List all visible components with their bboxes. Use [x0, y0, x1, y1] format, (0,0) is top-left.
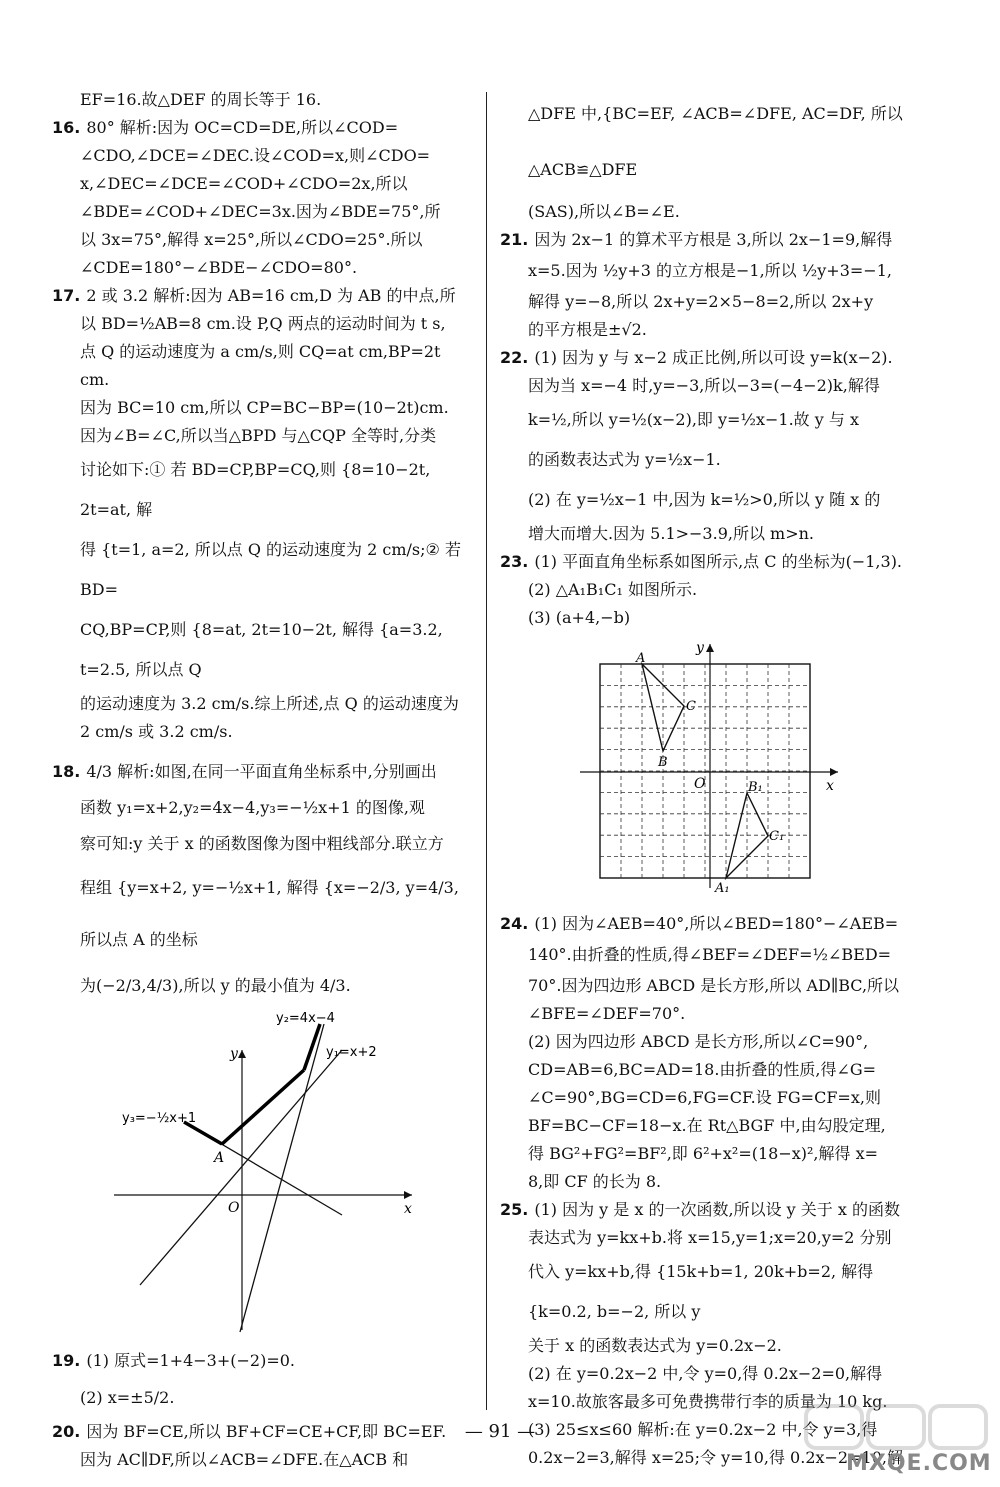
q17-line: 点 Q 的运动速度为 a cm/s,则 CQ=at cm,BP=2t cm.: [80, 342, 441, 389]
q23-line: (1) 平面直角坐标系如图所示,点 C 的坐标为(−1,3).: [534, 552, 903, 571]
question-16: [52, 114, 472, 282]
q25-line: 0.2x−2=3,解得 x=25;令 y=10,得 0.2x−2=10,解: [528, 1448, 903, 1467]
bold-segment-mid: [222, 1070, 304, 1144]
q25-line: 关于 x 的函数表达式为 y=0.2x−2.: [528, 1336, 782, 1355]
q25-line: (3) 25≤x≤60 解析:在 y=0.2x−2 中,令 y=3,得: [528, 1420, 878, 1439]
q17-number: 17.: [52, 286, 81, 305]
y-axis-label: y: [230, 1046, 238, 1062]
point-a1-label: A₁: [715, 881, 730, 896]
q17-line: 2 cm/s 或 3.2 cm/s.: [80, 722, 233, 741]
q25-number: 25.: [500, 1200, 529, 1219]
q17-line: CQ,BP=CP,则 {8=at, 2t=10−2t, 解得 {a=3.2, t=2.5, 所以点 Q: [80, 620, 443, 679]
question-19: [52, 1344, 472, 1418]
q22-line: (2) 在 y=½x−1 中,因为 k=½>0,所以 y 随 x 的: [528, 490, 881, 509]
q18-function-graph: [52, 1010, 472, 1340]
point-a-label: A: [214, 1150, 225, 1166]
q21-line: 因为 2x−1 的算术平方根是 3,所以 2x−1=9,解得: [534, 230, 893, 249]
y2-label: y₂=4x−4: [276, 1011, 335, 1026]
q20-line: 因为 BF=CE,所以 BF+CF=CE+CF,即 BC=EF.: [86, 1422, 447, 1441]
question-22: [500, 344, 930, 548]
q18-number: 18.: [52, 762, 81, 781]
q25-line: 代入 y=kx+b,得 {15k+b=1, 20k+b=2, 解得 {k=0.2, b=−2, 所以 y: [528, 1262, 874, 1321]
x-axis-arrow: [830, 768, 838, 776]
q20-number: 20.: [52, 1422, 81, 1441]
q23-line: (2) △A₁B₁C₁ 如图所示.: [528, 580, 698, 599]
q16-line: ∠BDE=∠COD+∠DEC=3x.因为∠BDE=75°,所: [80, 202, 441, 221]
question-21: [500, 226, 930, 344]
column-divider: [486, 92, 487, 1410]
line-y1: [140, 1050, 342, 1285]
line-y2: [240, 1024, 324, 1332]
q16-line: 以 3x=75°,解得 x=25°,所以∠CDO=25°.所以: [80, 230, 423, 249]
q16-number: 16.: [52, 118, 81, 137]
q17-line: 得 {t=1, a=2, 所以点 Q 的运动速度为 2 cm/s;② 若 BD=: [80, 540, 461, 599]
q22-line: 的函数表达式为 y=½x−1.: [528, 450, 721, 469]
x-axis-arrow: [404, 1191, 412, 1199]
q25-line: 表达式为 y=kx+b.将 x=15,y=1;x=20,y=2 分别: [528, 1228, 892, 1247]
q24-line: 140°.由折叠的性质,得∠BEF=∠DEF=½∠BED=: [528, 945, 892, 964]
q22-line: 增大而增大.因为 5.1>−3.9,所以 m>n.: [528, 524, 815, 543]
left-column: [52, 86, 472, 1474]
q18-line: 程组 {y=x+2, y=−½x+1, 解得 {x=−2/3, y=4/3, 所以点 A 的坐标: [80, 878, 459, 949]
point-c-label: C: [686, 699, 696, 714]
y-axis-label: y: [696, 640, 704, 656]
q20-line: 因为 AC∥DF,所以∠ACB=∠DFE.在△ACB 和: [80, 1450, 409, 1469]
point-a-label: A: [636, 651, 646, 666]
question-23: [500, 548, 930, 632]
q25-line: x=10.故旅客最多可免费携带行李的质量为 10 kg.: [528, 1392, 888, 1411]
q22-line: k=½,所以 y=½(x−2),即 y=½x−1.故 y 与 x: [528, 410, 859, 429]
q20-cont-line: △DFE 中,{BC=EF, ∠ACB=∠DFE, AC=DF, 所以△ACB≌△DFE: [528, 104, 903, 179]
point-b1-label: B₁: [748, 780, 763, 795]
q22-number: 22.: [500, 348, 529, 367]
y-axis-arrow: [238, 1050, 246, 1058]
q21-line: 解得 y=−8,所以 2x+y=2×5−8=2,所以 2x+y: [528, 292, 874, 311]
q16-line: ∠CDE=180°−∠BDE−∠CDO=80°.: [80, 258, 358, 277]
right-column: [500, 86, 930, 1472]
q24-number: 24.: [500, 914, 529, 933]
q17-line: 讨论如下:① 若 BD=CP,BP=CQ,则 {8=10−2t, 2t=at, 解: [80, 460, 431, 519]
grid-lines: [600, 664, 810, 878]
q24-line: CD=AB=6,BC=AD=18.由折叠的性质,得∠G=: [528, 1060, 877, 1079]
q19-line: (1) 原式=1+4−3+(−2)=0.: [86, 1351, 296, 1370]
question-17: [52, 282, 472, 746]
q18-line: 4/3 解析:如图,在同一平面直角坐标系中,分别画出: [86, 762, 437, 781]
q16-line: 80° 解析:因为 OC=CD=DE,所以∠COD=: [86, 118, 399, 137]
q16-line: ∠CDO,∠DCE=∠DEC.设∠COD=x,则∠CDO=: [80, 146, 431, 165]
q17-line: 的运动速度为 3.2 cm/s.综上所述,点 Q 的运动速度为: [80, 694, 459, 713]
q22-line: (1) 因为 y 与 x−2 成正比例,所以可设 y=k(x−2).: [534, 348, 893, 367]
q19-number: 19.: [52, 1351, 81, 1370]
q23-coordinate-grid: [500, 636, 930, 906]
y-axis-arrow: [706, 644, 714, 652]
q18-line: 察可知:y 关于 x 的函数图像为图中粗线部分.联立方: [80, 834, 444, 853]
q18-line: 函数 y₁=x+2,y₂=4x−4,y₃=−½x+1 的图像,观: [80, 798, 425, 817]
q21-line: x=5.因为 ½y+3 的立方根是−1,所以 ½y+3=−1,: [528, 261, 892, 280]
q24-line: 8,即 CF 的长为 8.: [528, 1172, 662, 1191]
q23-line: (3) (a+4,−b): [528, 608, 631, 627]
q16-line: x,∠DEC=∠DCE=∠COD+∠CDO=2x,所以: [80, 174, 408, 193]
q24-line: ∠C=90°,BG=CD=6,FG=CF.设 FG=CF=x,则: [528, 1088, 881, 1107]
y1-label: y₁=x+2: [326, 1045, 377, 1060]
q17-line: 因为 BC=10 cm,所以 CP=BC−BP=(10−2t)cm.: [80, 398, 449, 417]
q18-line: 为(−2/3,4/3),所以 y 的最小值为 4/3.: [80, 976, 351, 995]
q23-number: 23.: [500, 552, 529, 571]
q24-line: BF=BC−CF=18−x.在 Rt△BGF 中,由勾股定理,: [528, 1116, 886, 1135]
q20-continued: [500, 86, 930, 226]
q24-line: (2) 因为四边形 ABCD 是长方形,所以∠C=90°,: [528, 1032, 869, 1051]
q21-number: 21.: [500, 230, 529, 249]
q15-tail: EF=16.故△DEF 的周长等于 16.: [80, 90, 322, 109]
q24-line: 得 BG²+FG²=BF²,即 6²+x²=(18−x)²,解得 x=: [528, 1144, 879, 1163]
q22-line: 因为当 x=−4 时,y=−3,所以−3=(−4−2)k,解得: [528, 376, 880, 395]
x-axis-label: x: [826, 778, 834, 794]
q21-line: 的平方根是±√2.: [528, 320, 647, 339]
x-axis-label: x: [404, 1201, 412, 1217]
question-18: [52, 754, 472, 1006]
page-number: — 91 —: [464, 1421, 536, 1442]
q24-line: ∠BFE=∠DEF=70°.: [528, 1004, 686, 1023]
origin-label: O: [694, 776, 706, 792]
origin-label: O: [228, 1200, 240, 1216]
point-b-label: B: [658, 755, 668, 770]
q17-line: 2 或 3.2 解析:因为 AB=16 cm,D 为 AB 的中点,所: [86, 286, 456, 305]
q17-line: 以 BD=½AB=8 cm.设 P,Q 两点的运动时间为 t s,: [80, 314, 446, 333]
y3-label: y₃=−½x+1: [122, 1111, 197, 1126]
q19-line: (2) x=±5/2.: [80, 1388, 175, 1407]
q17-line: 因为∠B=∠C,所以当△BPD 与△CQP 全等时,分类: [80, 426, 437, 445]
question-24: [500, 910, 930, 1196]
q20-cont-line: (SAS),所以∠B=∠E.: [528, 202, 680, 221]
q24-line: (1) 因为∠AEB=40°,所以∠BED=180°−∠AEB=: [534, 914, 899, 933]
point-c1-label: C₁: [769, 829, 785, 844]
q25-line: (2) 在 y=0.2x−2 中,令 y=0,得 0.2x−2=0,解得: [528, 1364, 883, 1383]
q25-line: (1) 因为 y 是 x 的一次函数,所以设 y 关于 x 的函数: [534, 1200, 900, 1219]
q24-line: 70°.因为四边形 ABCD 是长方形,所以 AD∥BC,所以: [528, 976, 900, 995]
watermark-text: MXQE.COM: [846, 1451, 992, 1476]
